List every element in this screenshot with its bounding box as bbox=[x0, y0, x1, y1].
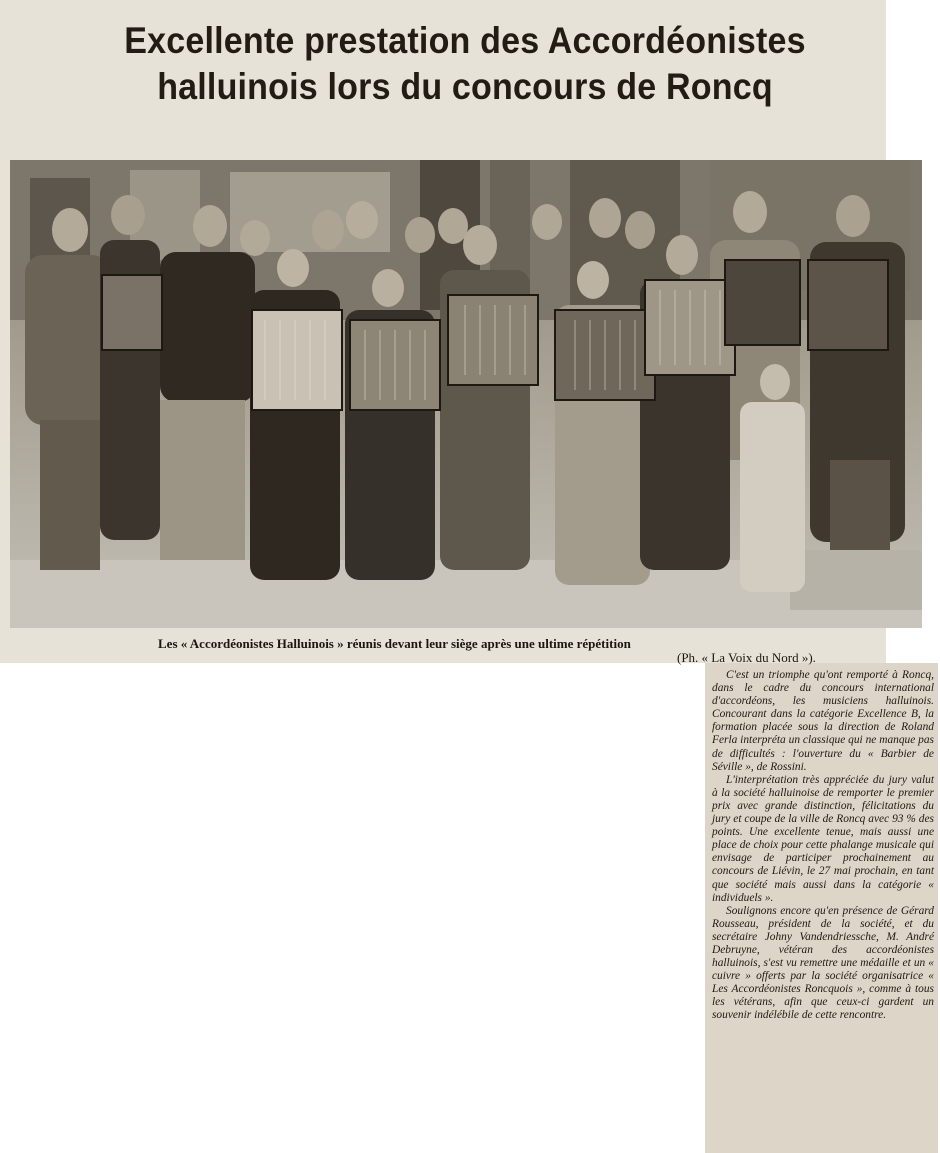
headline: Excellente prestation des Accordéonistes halluinois lors du concours de Roncq bbox=[124, 20, 806, 107]
photo-caption: Les « Accordéonistes Halluinois » réunis devant leur siège après une ultime répétition bbox=[158, 636, 631, 651]
photo-caption-block bbox=[0, 632, 886, 665]
article-body bbox=[712, 669, 934, 1023]
group-photo bbox=[10, 160, 922, 628]
accordionists-photo-illustration bbox=[10, 160, 922, 628]
article-paragraph: L'interprétation très appréciée du jury valut à la société halluinoise de remporter le premier prix avec grande distinction, félicitations du jury et coupe de la ville de Roncq avec 93 % des points. Une excellente tenue, mais aussi une place de choix pour cette phalange musicale qui envisage de participer prochainement au concours de Liévin, le 27 mai prochain, en tant que société mais aussi dans la catégorie « individuels ». bbox=[712, 773, 934, 904]
article-paragraph: Soulignons encore qu'en présence de Gérard Rousseau, président de la société, et du secrétaire Johny Vandendriessche, M. André Debruyne, vétéran des accordéonistes halluinois, s'est vu remettre une médaille et un « cuivre » offerts par la société organisatrice « Les Accordéonistes Roncquois », comme à tous les vétérans, afin que ceux-ci gardent un souvenir indélébile de cette rencontre. bbox=[712, 904, 934, 1022]
article-paragraph: C'est un triomphe qu'ont remporté à Roncq, dans le cadre du concours international d'accordéons, les musiciens halluinois. Concourant dans la catégorie Excellence B, la formation placée sous la direction de Roland Ferla interpréta un classique qui ne manque pas de difficultés : l'ouverture du « Barbier de Séville », de Rossini. bbox=[712, 669, 934, 773]
photo-credit: (Ph. « La Voix du Nord »). bbox=[677, 650, 816, 665]
